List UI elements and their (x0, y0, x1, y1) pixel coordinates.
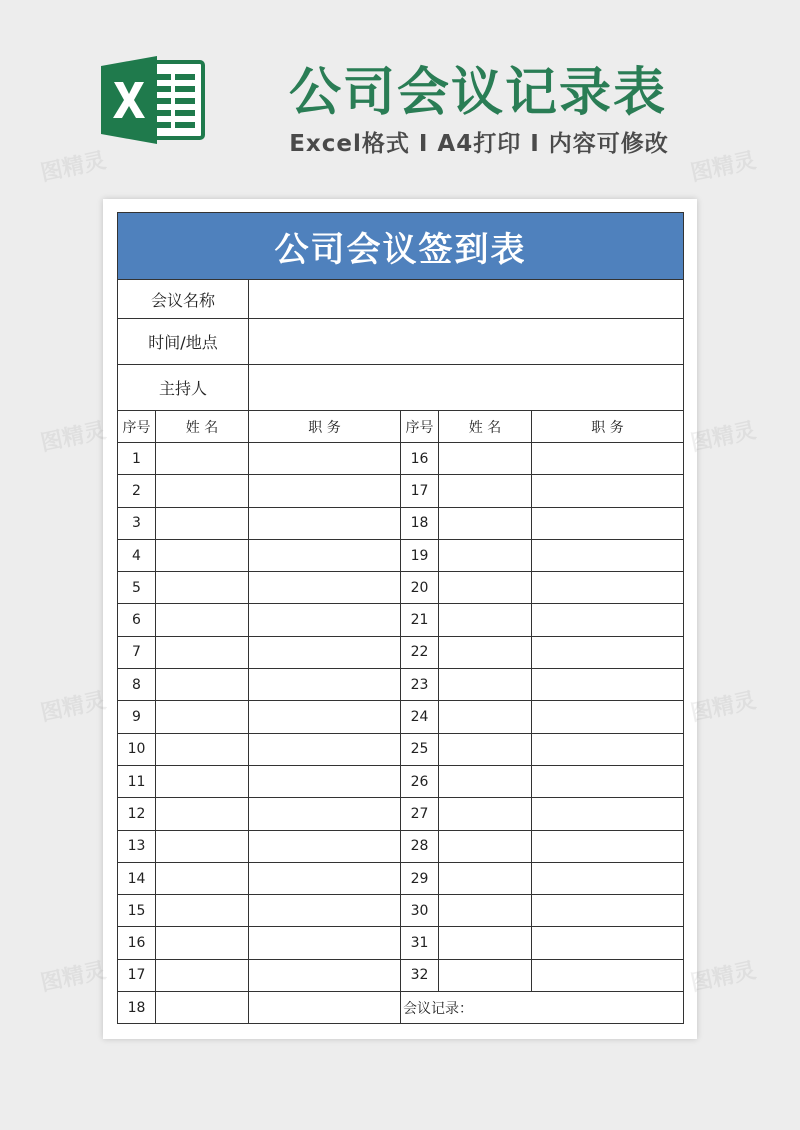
name-cell[interactable] (439, 604, 532, 636)
position-cell[interactable] (249, 959, 401, 991)
excel-icon (101, 56, 205, 144)
row-number: 29 (401, 862, 439, 894)
column-header-position: 职 务 (249, 411, 401, 443)
name-cell[interactable] (439, 572, 532, 604)
name-cell[interactable] (439, 475, 532, 507)
name-cell[interactable] (156, 669, 249, 701)
position-cell[interactable] (532, 475, 684, 507)
row-number: 2 (118, 475, 156, 507)
name-cell[interactable] (439, 895, 532, 927)
position-cell[interactable] (532, 604, 684, 636)
position-cell[interactable] (532, 927, 684, 959)
row-number: 19 (401, 539, 439, 571)
row-number: 28 (401, 830, 439, 862)
table-row (118, 701, 684, 733)
name-cell[interactable] (439, 701, 532, 733)
position-cell[interactable] (249, 798, 401, 830)
row-number: 8 (118, 669, 156, 701)
position-cell[interactable] (249, 443, 401, 475)
name-cell[interactable] (439, 539, 532, 571)
name-cell[interactable] (156, 443, 249, 475)
watermark: 图精灵 (688, 148, 759, 187)
row-number: 13 (118, 830, 156, 862)
info-label-meeting-name: 会议名称 (118, 280, 249, 319)
position-cell[interactable] (532, 669, 684, 701)
name-cell[interactable] (439, 862, 532, 894)
page-subtitle: Excel格式 I A4打印 I 内容可修改 (289, 131, 669, 157)
row-number: 25 (401, 733, 439, 765)
name-cell[interactable] (156, 895, 249, 927)
name-cell[interactable] (156, 765, 249, 797)
column-header-name: 姓 名 (156, 411, 249, 443)
table-row (118, 895, 684, 927)
table-row (118, 765, 684, 797)
name-cell[interactable] (156, 636, 249, 668)
name-cell[interactable] (156, 862, 249, 894)
name-cell[interactable] (439, 669, 532, 701)
position-cell[interactable] (532, 733, 684, 765)
name-cell[interactable] (156, 507, 249, 539)
row-number: 30 (401, 895, 439, 927)
name-cell[interactable] (156, 733, 249, 765)
position-cell[interactable] (249, 992, 401, 1024)
position-cell[interactable] (249, 701, 401, 733)
sheet-paper (103, 199, 697, 1039)
position-cell[interactable] (249, 572, 401, 604)
name-cell[interactable] (439, 959, 532, 991)
row-number: 11 (118, 765, 156, 797)
position-cell[interactable] (532, 830, 684, 862)
row-number: 6 (118, 604, 156, 636)
row-number: 23 (401, 669, 439, 701)
name-cell[interactable] (156, 830, 249, 862)
name-cell[interactable] (156, 604, 249, 636)
table-row (118, 539, 684, 571)
position-cell[interactable] (532, 959, 684, 991)
row-number: 21 (401, 604, 439, 636)
table-row (118, 636, 684, 668)
row-number: 1 (118, 443, 156, 475)
position-cell[interactable] (532, 443, 684, 475)
column-header-position: 职 务 (532, 411, 684, 443)
name-cell[interactable] (439, 507, 532, 539)
row-number: 31 (401, 927, 439, 959)
position-cell[interactable] (532, 572, 684, 604)
row-number: 17 (401, 475, 439, 507)
row-number: 16 (401, 443, 439, 475)
name-cell[interactable] (439, 443, 532, 475)
info-label-host: 主持人 (118, 365, 249, 411)
table-row (118, 733, 684, 765)
watermark: 图精灵 (38, 958, 109, 997)
info-value-meeting-name[interactable] (249, 280, 684, 319)
row-number: 5 (118, 572, 156, 604)
table-row (118, 475, 684, 507)
name-cell[interactable] (156, 539, 249, 571)
row-number: 14 (118, 862, 156, 894)
position-cell[interactable] (532, 765, 684, 797)
table-row (118, 669, 684, 701)
row-number: 32 (401, 959, 439, 991)
position-cell[interactable] (249, 669, 401, 701)
row-number: 26 (401, 765, 439, 797)
position-cell[interactable] (532, 895, 684, 927)
name-cell[interactable] (156, 798, 249, 830)
name-cell[interactable] (439, 798, 532, 830)
table-row (118, 443, 684, 475)
name-cell[interactable] (439, 830, 532, 862)
info-label-time-place: 时间/地点 (118, 319, 249, 365)
position-cell[interactable] (249, 507, 401, 539)
position-cell[interactable] (532, 507, 684, 539)
row-number: 27 (401, 798, 439, 830)
row-number: 3 (118, 507, 156, 539)
position-cell[interactable] (249, 830, 401, 862)
row-number: 18 (401, 507, 439, 539)
position-cell[interactable] (532, 798, 684, 830)
position-cell[interactable] (532, 636, 684, 668)
table-row (118, 992, 684, 1024)
name-cell[interactable] (156, 572, 249, 604)
name-cell[interactable] (156, 959, 249, 991)
row-number: 22 (401, 636, 439, 668)
watermark: 图精灵 (38, 688, 109, 727)
position-cell[interactable] (249, 636, 401, 668)
name-cell[interactable] (156, 475, 249, 507)
table-row (118, 604, 684, 636)
row-number: 7 (118, 636, 156, 668)
table-row (118, 798, 684, 830)
watermark: 图精灵 (38, 148, 109, 187)
table-row (118, 959, 684, 991)
name-cell[interactable] (439, 927, 532, 959)
name-cell[interactable] (439, 733, 532, 765)
name-cell[interactable] (439, 636, 532, 668)
name-cell[interactable] (156, 701, 249, 733)
table-row (118, 862, 684, 894)
watermark: 图精灵 (688, 688, 759, 727)
position-cell[interactable] (249, 927, 401, 959)
sign-in-sheet (117, 212, 684, 1024)
position-cell[interactable] (249, 765, 401, 797)
table-row (118, 830, 684, 862)
table-row (118, 927, 684, 959)
name-cell[interactable] (156, 992, 249, 1024)
row-number: 16 (118, 927, 156, 959)
row-number: 17 (118, 959, 156, 991)
info-value-time-place[interactable] (249, 319, 684, 365)
row-number: 12 (118, 798, 156, 830)
column-header-seq: 序号 (401, 411, 439, 443)
table-row (118, 572, 684, 604)
position-cell[interactable] (249, 862, 401, 894)
watermark: 图精灵 (38, 418, 109, 457)
row-number: 24 (401, 701, 439, 733)
sheet-title: 公司会议签到表 (118, 213, 684, 280)
column-header-name: 姓 名 (439, 411, 532, 443)
watermark: 图精灵 (688, 958, 759, 997)
row-number: 4 (118, 539, 156, 571)
position-cell[interactable] (249, 539, 401, 571)
position-cell[interactable] (532, 862, 684, 894)
row-number: 18 (118, 992, 156, 1024)
column-header-seq: 序号 (118, 411, 156, 443)
table-row (118, 507, 684, 539)
position-cell[interactable] (249, 475, 401, 507)
row-number: 10 (118, 733, 156, 765)
position-cell[interactable] (249, 895, 401, 927)
position-cell[interactable] (249, 733, 401, 765)
name-cell[interactable] (439, 765, 532, 797)
info-value-host[interactable] (249, 365, 684, 411)
watermark: 图精灵 (688, 418, 759, 457)
row-number: 9 (118, 701, 156, 733)
name-cell[interactable] (156, 927, 249, 959)
row-number: 20 (401, 572, 439, 604)
row-number: 15 (118, 895, 156, 927)
position-cell[interactable] (532, 539, 684, 571)
notes-label: 会议记录： (401, 992, 684, 1024)
position-cell[interactable] (532, 701, 684, 733)
position-cell[interactable] (249, 604, 401, 636)
page-title: 公司会议记录表 (288, 63, 667, 123)
